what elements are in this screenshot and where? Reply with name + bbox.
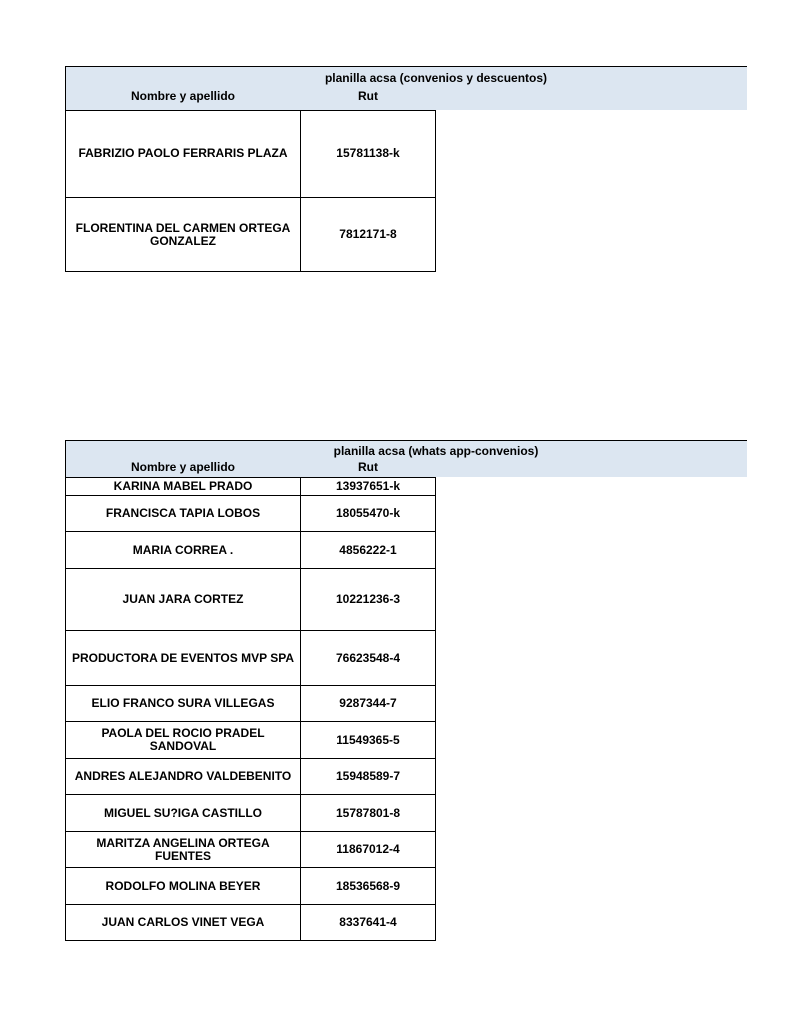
cell-rut: 18055470-k <box>300 496 436 532</box>
table-row <box>65 569 436 631</box>
cell-name: FRANCISCA TAPIA LOBOS <box>65 496 300 532</box>
column-header-name: Nombre y apellido <box>130 460 236 474</box>
table-row <box>65 868 436 905</box>
cell-rut: 9287344-7 <box>300 686 436 722</box>
cell-rut: 7812171-8 <box>300 198 436 272</box>
cell-rut: 4856222-1 <box>300 532 436 569</box>
cell-rut: 15948589-7 <box>300 759 436 795</box>
table-row <box>65 722 436 759</box>
table-row <box>65 905 436 941</box>
cell-rut: 76623548-4 <box>300 631 436 686</box>
column-header-rut: Rut <box>358 89 378 103</box>
cell-rut: 11549365-5 <box>300 722 436 759</box>
table-row <box>65 532 436 569</box>
table-row <box>65 759 436 795</box>
cell-name: ELIO FRANCO SURA VILLEGAS <box>65 686 300 722</box>
table-row <box>65 832 436 868</box>
cell-name: MARITZA ANGELINA ORTEGA FUENTES <box>65 832 300 868</box>
cell-name: MARIA CORREA . <box>65 532 300 569</box>
cell-rut: 18536568-9 <box>300 868 436 905</box>
cell-rut: 8337641-4 <box>300 905 436 941</box>
cell-rut: 13937651-k <box>300 477 436 496</box>
table-header-band <box>65 440 747 477</box>
table-row <box>65 496 436 532</box>
table-row <box>65 631 436 686</box>
cell-name: PAOLA DEL ROCIO PRADEL SANDOVAL <box>65 722 300 759</box>
cell-name: JUAN JARA CORTEZ <box>65 569 300 631</box>
table-row <box>65 795 436 832</box>
table-header-band <box>65 66 747 110</box>
column-header-rut: Rut <box>358 460 378 474</box>
cell-name: PRODUCTORA DE EVENTOS MVP SPA <box>65 631 300 686</box>
cell-rut: 11867012-4 <box>300 832 436 868</box>
table-row <box>65 686 436 722</box>
column-header-name: Nombre y apellido <box>130 89 236 103</box>
cell-name: FLORENTINA DEL CARMEN ORTEGA GONZALEZ <box>65 198 300 272</box>
table-row <box>65 477 436 496</box>
table-title: planilla acsa (convenios y descuentos) <box>324 71 548 85</box>
cell-name: RODOLFO MOLINA BEYER <box>65 868 300 905</box>
cell-name: ANDRES ALEJANDRO VALDEBENITO <box>65 759 300 795</box>
cell-name: JUAN CARLOS VINET VEGA <box>65 905 300 941</box>
cell-name: KARINA MABEL PRADO <box>65 477 300 496</box>
cell-rut: 10221236-3 <box>300 569 436 631</box>
cell-name: FABRIZIO PAOLO FERRARIS PLAZA <box>65 110 300 198</box>
cell-name: MIGUEL SU?IGA CASTILLO <box>65 795 300 832</box>
cell-rut: 15781138-k <box>300 110 436 198</box>
table-row <box>65 110 436 198</box>
table-row <box>65 198 436 272</box>
table-title: planilla acsa (whats app-convenios) <box>333 444 539 458</box>
cell-rut: 15787801-8 <box>300 795 436 832</box>
